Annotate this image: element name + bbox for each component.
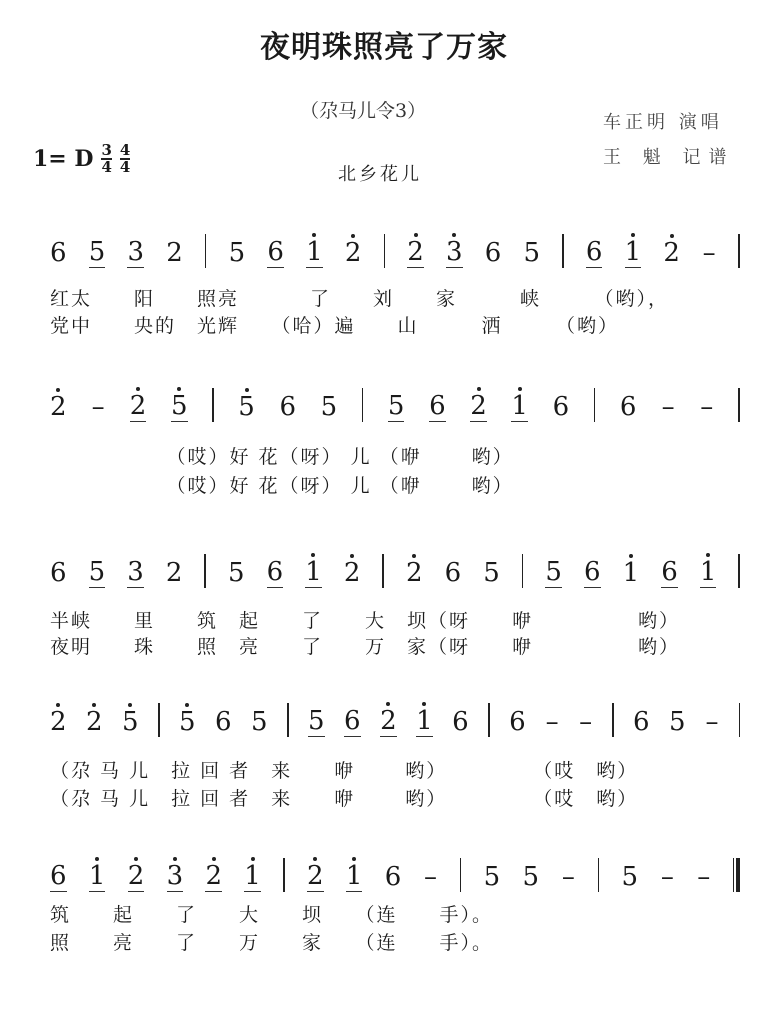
note: 1 [306, 237, 323, 267]
note: 6 [444, 558, 462, 588]
dash-extension: – [705, 707, 719, 737]
lyric-line: 红太 阳 照亮 了 刘 家 峡 （哟）， [50, 288, 670, 310]
note: 5 [308, 706, 325, 736]
lyric-line: （哎）好 花（呀） 儿 （咿 哟） [50, 446, 514, 468]
barline [205, 234, 207, 268]
dash-extension: – [561, 862, 575, 892]
barline [283, 858, 285, 892]
note: 2 [86, 707, 103, 737]
barline [739, 703, 741, 737]
note: 2 [306, 861, 324, 891]
barline [594, 388, 596, 422]
dash-extension: – [91, 392, 105, 422]
note: 2 [165, 558, 183, 588]
note: 2 [380, 706, 397, 736]
barline [362, 388, 364, 422]
lyric-line: 党中 央的 光辉 （哈）遍 山 洒 （哟） [50, 315, 620, 337]
lyric-line: 筑 起 了 大 坝 （连 手）。 [50, 904, 494, 926]
note: 1 [345, 861, 363, 891]
note: 5 [88, 237, 106, 267]
note: 6 [429, 391, 446, 421]
note: 5 [669, 707, 686, 737]
note: 2 [129, 391, 147, 421]
note: 6 [50, 861, 67, 891]
barline [738, 388, 740, 422]
note: 6 [584, 557, 601, 587]
lyric-line: 半峡 里 筑 起 了 大 坝（呀 咿 哟） [50, 610, 681, 632]
note: 5 [122, 707, 139, 737]
song-title: 夜明珠照亮了万家 [260, 30, 508, 65]
ts-numerator: 4 [119, 141, 131, 159]
dash-extension: – [579, 707, 593, 737]
note: 5 [387, 391, 405, 421]
note: 5 [228, 558, 245, 588]
dash-extension: – [702, 238, 716, 268]
note: 6 [633, 707, 650, 737]
barline [488, 703, 490, 737]
key-label: 1= D [33, 146, 94, 172]
key-signature [33, 143, 130, 175]
note: 5 [251, 707, 268, 737]
note: 6 [215, 707, 232, 737]
note: 1 [305, 557, 322, 587]
dash-extension: – [424, 862, 438, 892]
note: 5 [523, 238, 540, 268]
note: 5 [88, 557, 106, 587]
note: 6 [509, 707, 526, 737]
dash-extension: – [700, 392, 714, 422]
transcriber-credit: 王 魁 记谱 [603, 147, 735, 168]
barline [382, 554, 384, 588]
notes-row [50, 382, 740, 422]
note: 2 [205, 861, 222, 891]
note: 2 [50, 392, 67, 422]
dash-extension: – [661, 392, 675, 422]
note: 5 [483, 558, 500, 588]
note: 6 [619, 392, 637, 422]
note: 3 [166, 861, 184, 891]
note: 2 [406, 558, 423, 588]
note: 5 [170, 391, 188, 421]
note: 1 [624, 237, 642, 267]
note: 5 [483, 862, 501, 892]
lyric-line: 夜明 珠 照 亮 了 万 家（呀 咿 哟） [50, 636, 681, 658]
note: 1 [511, 391, 528, 421]
barline [738, 234, 740, 268]
note: 5 [179, 707, 196, 737]
ts-numerator: 3 [101, 141, 112, 159]
notes-row [50, 228, 740, 268]
note: 6 [585, 237, 603, 267]
note: 3 [445, 237, 463, 267]
lyric-line: 照 亮 了 万 家 （连 手）。 [50, 932, 494, 954]
note: 3 [127, 237, 145, 267]
lyric-line: （哎）好 花（呀） 儿 （咿 哟） [50, 475, 514, 497]
note: 6 [267, 237, 284, 267]
barline [460, 858, 462, 892]
note: 6 [266, 557, 284, 587]
dash-extension: – [545, 707, 559, 737]
time-signature-3-4 [101, 143, 111, 175]
dash-extension: – [660, 862, 674, 892]
note: 1 [416, 706, 433, 736]
note: 2 [127, 861, 145, 891]
performer-credit: 车正明 演唱 [603, 112, 723, 133]
lyric-line: （尕 马 儿 拉 回 者 来 咿 哟） （哎 哟） [50, 788, 639, 810]
note: 5 [228, 238, 246, 268]
note: 2 [343, 558, 361, 588]
note: 2 [50, 707, 67, 737]
note: 6 [484, 238, 502, 268]
note: 5 [320, 392, 338, 422]
note: 1 [622, 558, 640, 588]
barline [522, 554, 524, 588]
ts-denominator: 4 [101, 158, 112, 176]
note: 1 [88, 861, 106, 891]
note: 6 [661, 557, 678, 587]
note: 5 [545, 557, 562, 587]
barline [384, 234, 386, 268]
note: 3 [127, 557, 144, 587]
notes-row [50, 697, 740, 737]
notes-row [50, 852, 740, 892]
note: 6 [452, 707, 469, 737]
barline [598, 858, 600, 892]
note: 2 [344, 238, 362, 268]
note: 6 [344, 706, 361, 736]
barline [212, 388, 214, 422]
note: 6 [552, 392, 570, 422]
genre-label: 北乡花儿 [338, 164, 422, 185]
note: 6 [50, 558, 67, 588]
note: 2 [407, 237, 424, 267]
ts-denominator: 4 [119, 158, 131, 176]
barline [738, 554, 740, 588]
note: 1 [244, 861, 261, 891]
final-barline [733, 858, 740, 892]
note: 6 [384, 862, 402, 892]
barline [612, 703, 614, 737]
time-signature-4-4 [120, 143, 130, 175]
note: 2 [470, 391, 487, 421]
note: 2 [166, 238, 183, 268]
note: 5 [522, 862, 540, 892]
barline [287, 703, 289, 737]
barline [158, 703, 160, 737]
note: 5 [238, 392, 255, 422]
notes-row [50, 548, 740, 588]
barline [562, 234, 564, 268]
note: 1 [699, 557, 717, 587]
note: 5 [621, 862, 639, 892]
note: 6 [50, 238, 67, 268]
note: 6 [279, 392, 296, 422]
dash-extension: – [697, 862, 711, 892]
barline [204, 554, 206, 588]
lyric-line: （尕 马 儿 拉 回 者 来 咿 哟） （哎 哟） [50, 760, 639, 782]
note: 2 [663, 238, 680, 268]
subtitle: （尕马儿令3） [300, 100, 427, 122]
